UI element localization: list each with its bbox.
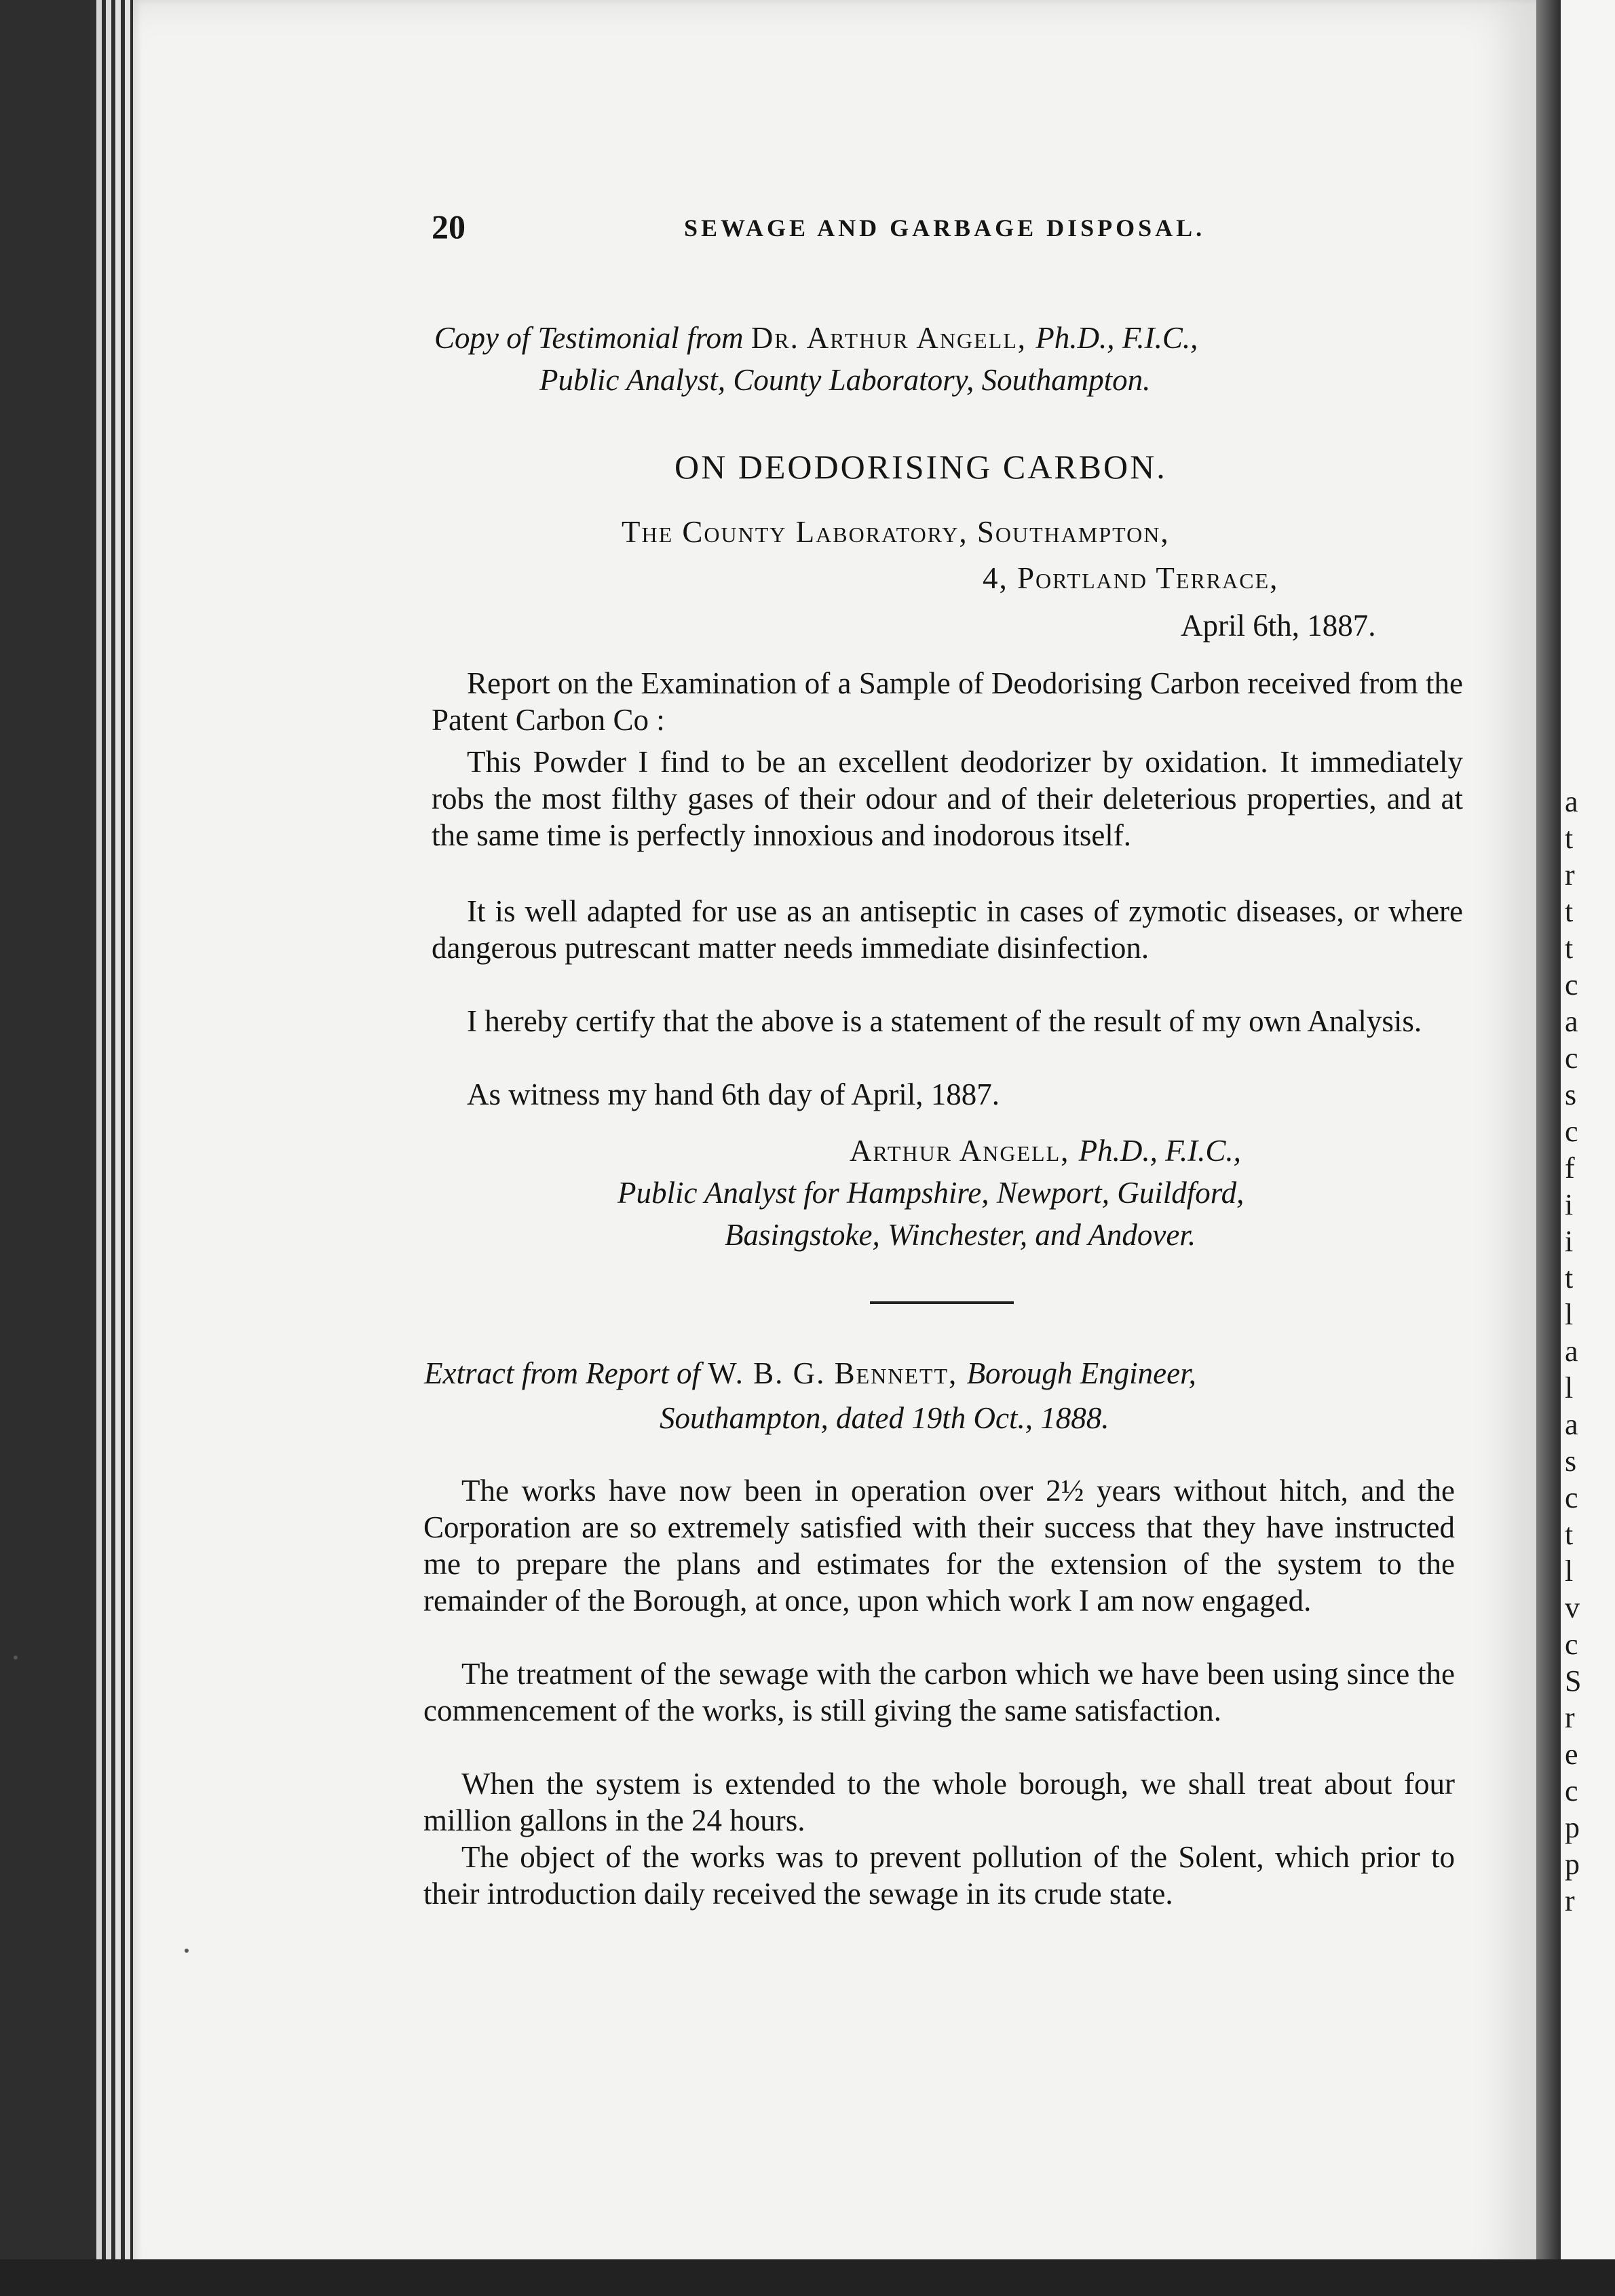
extract-paragraph: When the system is extended to the whole borough, we shall treat about four million gallons in the 24 hours.	[423, 1767, 1455, 1837]
book-gutter	[1536, 0, 1561, 2296]
facing-page-text-fragment: c	[1565, 968, 1578, 1001]
report-paragraph: It is well adapted for use as an antiseptic in cases of zymotic diseases, or where dangerous putrescant matter needs immediate disinfection.	[432, 894, 1463, 965]
facing-page-text-fragment: l	[1565, 1554, 1574, 1588]
facing-page-text-fragment: r	[1565, 1884, 1575, 1917]
section-divider	[870, 1301, 1014, 1304]
extract-paragraph: The object of the works was to prevent pollution of the Solent, which prior to their introduction daily received the sewage in its crude state.	[423, 1840, 1455, 1911]
page-edge	[96, 0, 102, 2296]
facing-page-text-fragment: s	[1565, 1444, 1577, 1478]
facing-page-text-fragment: S	[1565, 1664, 1582, 1698]
facing-page-text-fragment: e	[1565, 1738, 1578, 1771]
facing-page-text-fragment: r	[1565, 858, 1575, 892]
facing-page-text-fragment: r	[1565, 1701, 1575, 1734]
report-paragraph: I hereby certify that the above is a statement of the result of my own Analysis.	[467, 1004, 1422, 1038]
signature-title-line2: Basingstoke, Winchester, and Andover.	[725, 1218, 1196, 1252]
facing-page-text-fragment: f	[1565, 1151, 1575, 1185]
facing-page-text-fragment: c	[1565, 1481, 1578, 1514]
facing-page-text-fragment: t	[1565, 932, 1574, 965]
facing-page-text-fragment: a	[1565, 785, 1578, 818]
facing-page-text-fragment: t	[1565, 1261, 1574, 1295]
facing-page-text-fragment: c	[1565, 1774, 1578, 1807]
scan-speck	[14, 1656, 18, 1660]
signature-line: Arthur Angell, Ph.D., F.I.C.,	[850, 1134, 1241, 1168]
testimonial-intro-line1: Copy of Testimonial from Dr. Arthur Angell, Ph.D., F.I.C.,	[434, 321, 1198, 355]
page-edge	[115, 0, 121, 2296]
section-heading: ON DEODORISING CARBON.	[674, 448, 1167, 486]
facing-page-text-fragment: a	[1565, 1005, 1578, 1038]
testimonial-intro-line2: Public Analyst, County Laboratory, Southampton.	[539, 363, 1151, 397]
facing-page-text-fragment: l	[1565, 1298, 1574, 1331]
facing-page-edge	[1561, 0, 1615, 2296]
page-header	[432, 207, 1314, 248]
facing-page-text-fragment: a	[1565, 1335, 1578, 1368]
facing-page-text-fragment: p	[1565, 1811, 1580, 1844]
signature-title-line1: Public Analyst for Hampshire, Newport, Guildford,	[618, 1176, 1244, 1210]
address-line-1: The County Laboratory, Southampton,	[622, 515, 1170, 549]
facing-page-text-fragment: l	[1565, 1371, 1574, 1404]
facing-page-text-fragment: a	[1565, 1408, 1578, 1441]
facing-page-text-fragment: t	[1565, 895, 1574, 928]
page-edge	[125, 0, 130, 2296]
running-title: SEWAGE AND GARBAGE DISPOSAL.	[684, 214, 1206, 242]
facing-page-text-fragment: i	[1565, 1225, 1574, 1258]
extract-paragraph: The treatment of the sewage with the carbon which we have been using since the commencement of the works, is still giving the same satisfaction.	[423, 1657, 1455, 1727]
scan-speck	[185, 1949, 189, 1953]
facing-page-text-fragment: s	[1565, 1078, 1577, 1111]
report-paragraph: This Powder I find to be an excellent deodorizer by oxidation. It immediately robs the most filthy gases of their odour and of their deleterious properties, and at the same time is perfectly innoxious and inodorous itself.	[432, 745, 1463, 852]
facing-page-text-fragment: c	[1565, 1115, 1578, 1148]
report-paragraph: As witness my hand 6th day of April, 1887.	[467, 1077, 1000, 1111]
facing-page-text-fragment: c	[1565, 1041, 1578, 1075]
scan-bottom-edge	[0, 2259, 1615, 2296]
extract-intro-line1: Extract from Report of W. B. G. Bennett, Borough Engineer,	[424, 1356, 1196, 1390]
facing-page-text-fragment: t	[1565, 1518, 1574, 1551]
extract-paragraph: The works have now been in operation over 2½ years without hitch, and the Corporation are so extremely satisfied with their success that they have instructed me to prepare the plans and estimates for the extension of the system to the remainder of the Borough, at once, upon which work I am now engaged.	[423, 1474, 1455, 1618]
page-number: 20	[432, 208, 466, 246]
letter-date: April 6th, 1887.	[1181, 609, 1376, 643]
facing-page-text-fragment: v	[1565, 1591, 1580, 1624]
facing-page-text-fragment: c	[1565, 1628, 1578, 1661]
report-paragraph: Report on the Examination of a Sample of Deodorising Carbon received from the Patent Carbon Co :	[432, 666, 1463, 737]
facing-page-text-fragment: i	[1565, 1188, 1574, 1221]
page-edge	[106, 0, 111, 2296]
facing-page-text-fragment: p	[1565, 1848, 1580, 1881]
facing-page-text-fragment: t	[1565, 822, 1574, 855]
address-line-2: 4, Portland Terrace,	[983, 561, 1279, 595]
extract-intro-line2: Southampton, dated 19th Oct., 1888.	[660, 1401, 1109, 1435]
